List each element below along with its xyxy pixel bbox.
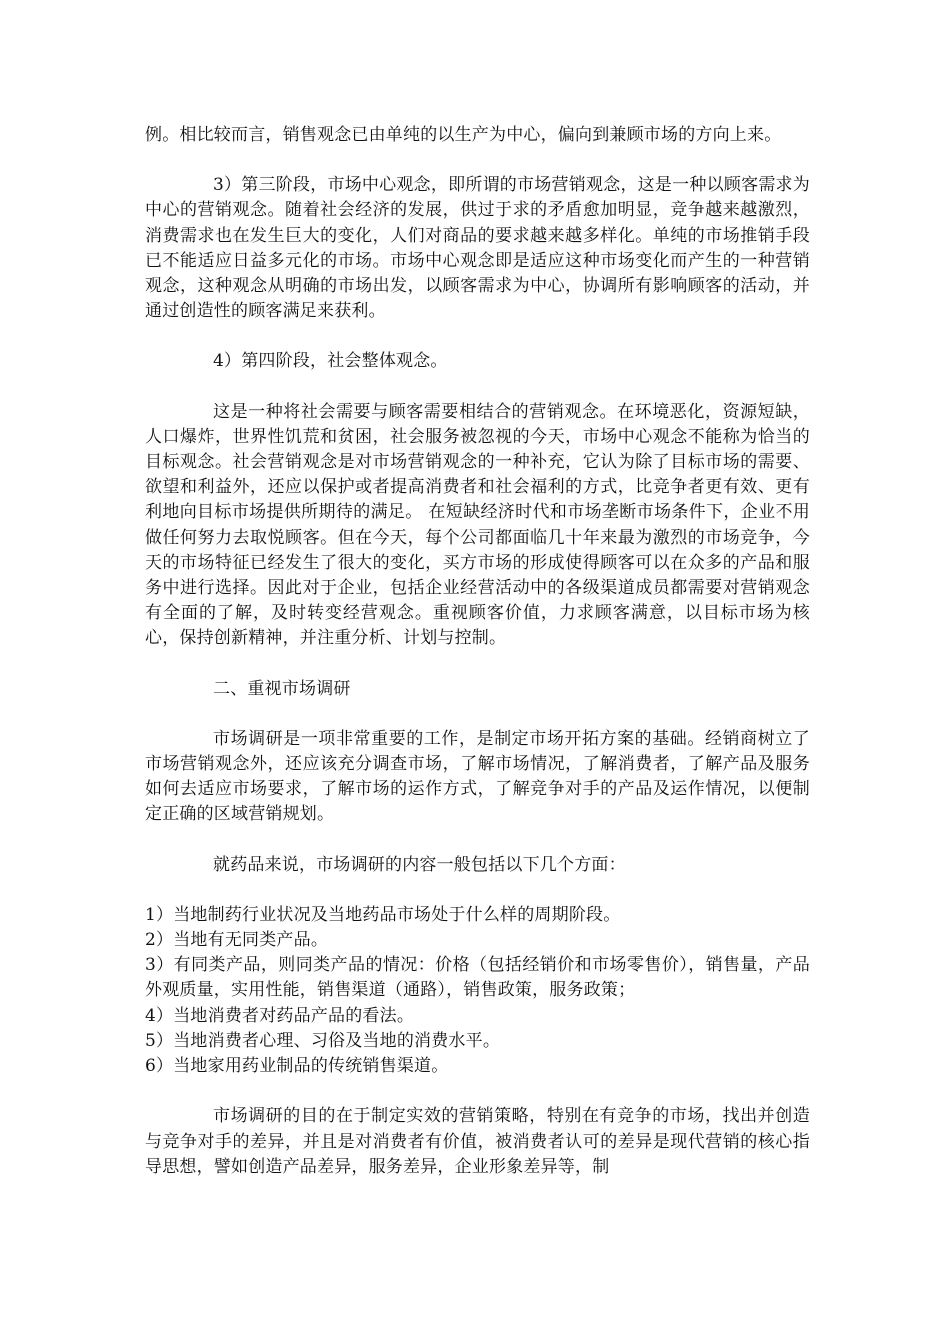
paragraph-research-content-intro: 就药品来说，市场调研的内容一般包括以下几个方面： — [213, 854, 626, 875]
section-heading-market-research: 二、重视市场调研 — [213, 678, 351, 699]
paragraph-gap — [145, 828, 810, 853]
paragraph-gap — [145, 1079, 810, 1104]
paragraph-gap — [145, 652, 810, 677]
paragraph-research-purpose: 市场调研的目的在于制定实效的营销策略，特别在有竞争的市场，找出并创造与竞争对手的差异，并且是对消费者有价值，被消费者认可的差异是现代营销的核心指导思想，譬如创造产品差异，服务差异，企业形象差异等，制 — [145, 1106, 810, 1177]
list-item: 6）当地家用药业制品的传统销售渠道。 — [145, 1056, 449, 1077]
paragraph-market-research-intro: 市场调研是一项非常重要的工作，是制定市场开拓方案的基础。经销商树立了市场营销观念外，还应该充分调查市场，了解市场情况，了解消费者，了解产品及服务如何去适应市场要求，了解市场的运作方式，了解竞争对手的产品及运作情况，以便制定正确的区域营销规划。 — [145, 728, 810, 825]
list-item: 1）当地制药行业状况及当地药品市场处于什么样的周期阶段。 — [145, 904, 621, 925]
research-items-list — [145, 903, 810, 1079]
paragraph-stage-four-heading: 4）第四阶段，社会整体观念。 — [213, 351, 448, 372]
paragraph-gap — [145, 702, 810, 727]
paragraph-gap — [145, 148, 810, 173]
paragraph-social-marketing: 这是一种将社会需要与顾客需要相结合的营销观念。在环境恶化，资源短缺，人口爆炸，世界性饥荒和贫困，社会服务被忽视的今天，市场中心观念不能称为恰当的目标观念。社会营销观念是对市场营销观念的一种补充，它认为除了目标市场的需要、欲望和利益外，还应以保护或者提高消费者和社会福利的方式，比竞争者更有效、更有利地向目标市场提供所期待的满足。 在短缺经济时代和市场垄断市场条件下，企业不用做任何努力去取悦顾客。但在今天，每个公司都面临几十年来最为激烈的市场竞争，今天的市场特征已经发生了很大的变化，买方市场的形成使得顾客可以在众多的产品和服务中进行选择。因此对于企业，包括企业经营活动中的各级渠道成员都需要对营销观念有全面的了解，及时转变经营观念。重视顾客价值，力求顾客满意，以目标市场为核心，保持创新精神，并注重分析、计划与控制。 — [145, 401, 810, 649]
paragraph-gap — [145, 324, 810, 349]
list-item: 2）当地有无同类产品。 — [145, 930, 329, 951]
list-item: 4）当地消费者对药品产品的看法。 — [145, 1005, 415, 1026]
list-item: 5）当地消费者心理、习俗及当地的消费水平。 — [145, 1030, 501, 1051]
paragraph-stage-three: 3）第三阶段，市场中心观念，即所谓的市场营销观念，这是一种以顾客需求为中心的营销观念。随着社会经济的发展，供过于求的矛盾愈加明显，竞争越来越激烈，消费需求也在发生巨大的变化，人们对商品的要求越来越多样化。单纯的市场推销手段已不能适应日益多元化的市场。市场中心观念即是适应这种市场变化而产生的一种营销观念，这种观念从明确的市场出发，以顾客需求为中心，协调所有影响顾客的活动，并通过创造性的顾客满足来获利。 — [145, 175, 810, 322]
paragraph-continuation: 例。相比较而言，销售观念已由单纯的以生产为中心，偏向到兼顾市场的方向上来。 — [145, 125, 782, 145]
list-item: 3）有同类产品，则同类产品的情况：价格（包括经销价和市场零售价），销售量，产品外观质量，实用性能，销售渠道（通路），销售政策，服务政策； — [145, 955, 810, 1001]
paragraph-gap — [145, 375, 810, 400]
document-body — [145, 123, 810, 1180]
paragraph-gap — [145, 878, 810, 903]
